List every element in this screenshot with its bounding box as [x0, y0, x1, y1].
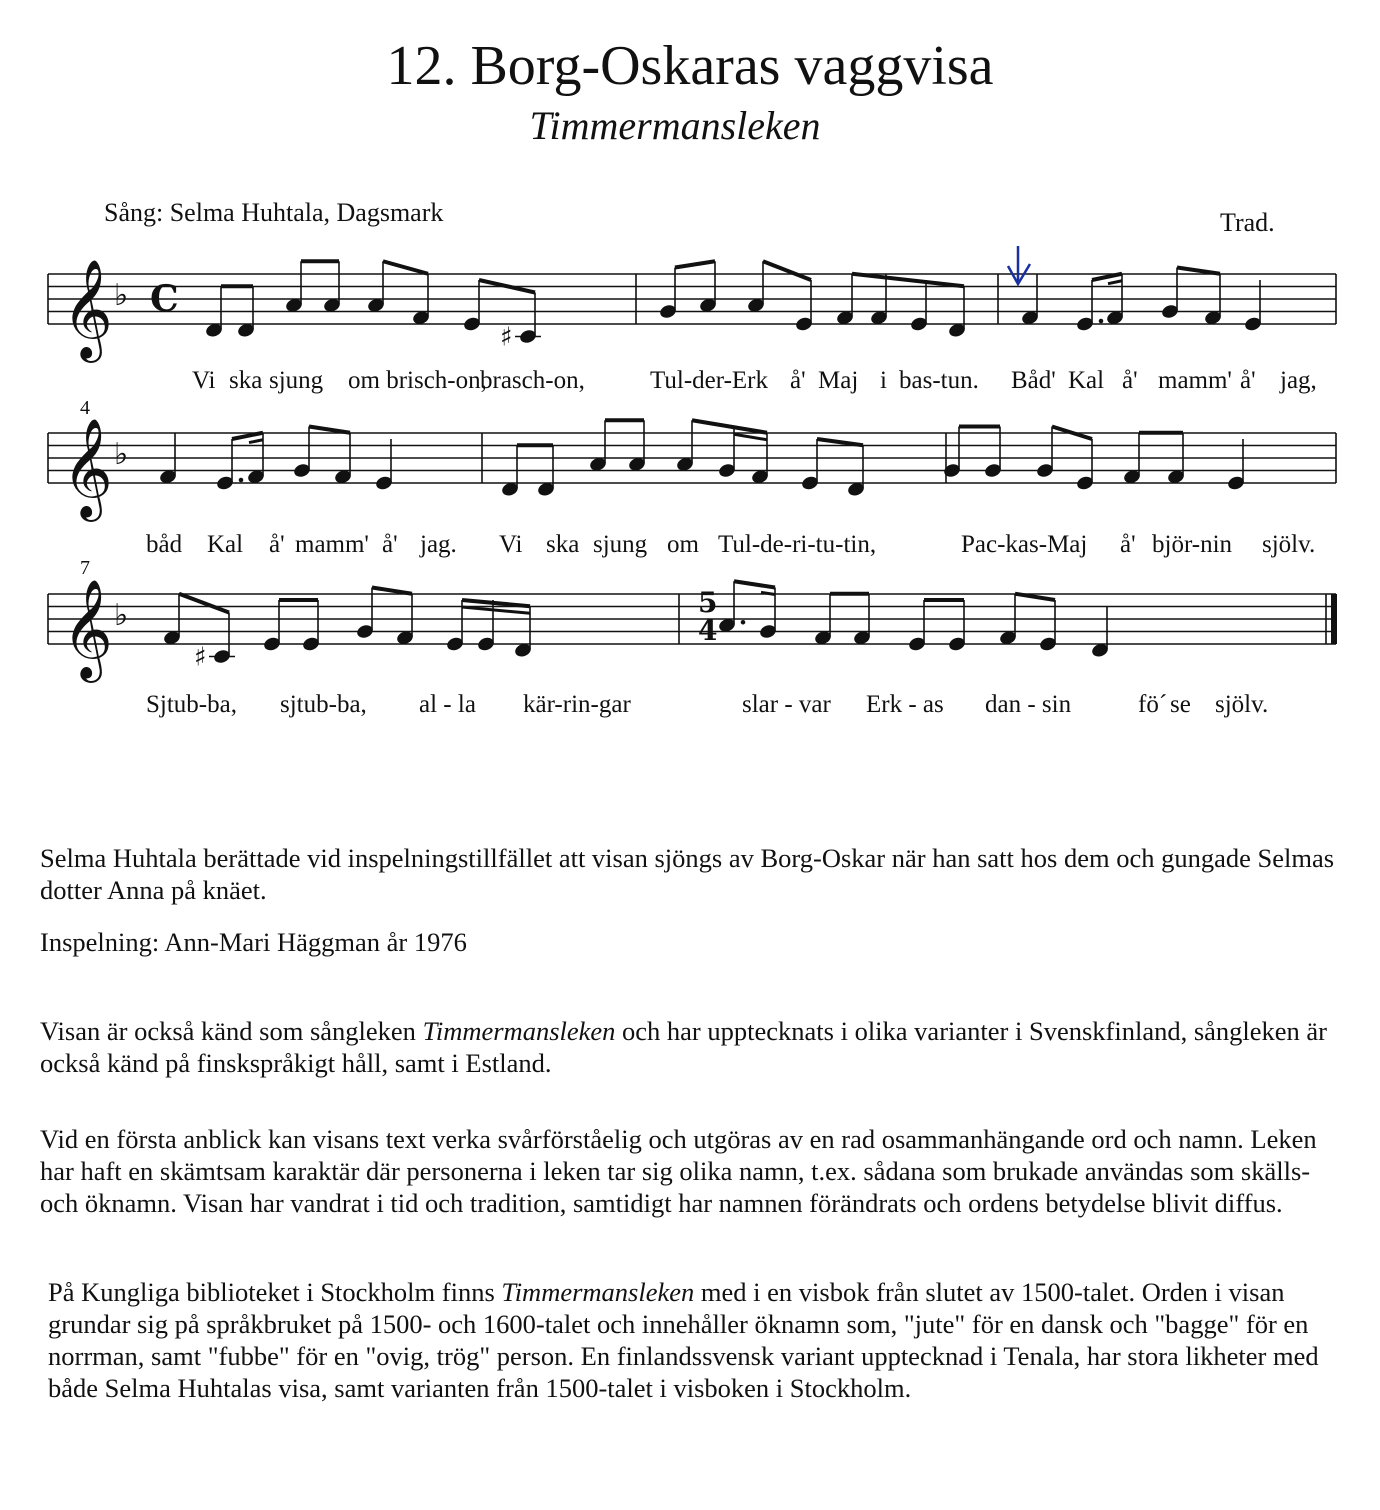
p3-emphasis: Timmermansleken	[422, 1016, 616, 1046]
lyrics	[146, 367, 1317, 718]
beam	[763, 261, 811, 280]
lyric-syllable: å'	[382, 531, 398, 558]
lyric-syllable: sjung	[269, 367, 324, 394]
lyric-syllable: sjölv.	[1262, 531, 1316, 558]
lyric-syllable: slar - var	[742, 691, 831, 718]
p3-text-a: Visan är också känd som sångleken	[40, 1016, 423, 1046]
lyric-syllable: Sjtub-ba,	[146, 691, 237, 718]
beam	[817, 439, 863, 445]
measure-number-4: 4	[80, 397, 90, 419]
sharp-icon: ♯	[194, 642, 207, 673]
lyric-syllable: björ-nin	[1152, 531, 1233, 558]
singer-credit: Sång: Selma Huhtala, Dagsmark	[104, 198, 444, 227]
paragraph-meaning: Vid en första anblick kan visans text verka svårförståelig och utgöras av en rad osammanhängande ord och namn. Leken har haft en skämtsam karaktär där personerna i leken tar sig olika namn, t.ex. sådana som brukade användas som skälls- och öknamn. Visan har vandrat i tid och tradition, samtidigt har namnen förändrats och ordens betydelse blivit diffus.	[40, 1124, 1317, 1218]
flat-key-signature-icon: ♭	[114, 437, 129, 472]
lyric-syllable: å'	[1240, 367, 1256, 394]
note-dot	[239, 478, 244, 483]
beam-secondary	[734, 434, 767, 440]
lyric-syllable: se	[1170, 691, 1191, 718]
lyric-syllable: sjtub-ba,	[280, 691, 367, 718]
beam	[1177, 268, 1220, 274]
paragraph-recording-credit: Inspelning: Ann-Mari Häggman år 1976	[40, 927, 467, 957]
p5-emphasis: Timmermansleken	[501, 1277, 695, 1307]
lyric-syllable: al - la	[419, 691, 476, 718]
lyric-syllable: om brisch-on,	[348, 367, 487, 394]
p5-text-a: På Kungliga biblioteket i Stockholm finns	[48, 1277, 502, 1307]
lyric-syllable: Maj	[818, 367, 859, 394]
lyric-syllable: Båd'	[1011, 367, 1056, 394]
beam	[462, 600, 530, 606]
lyric-syllable: jag,	[1280, 367, 1317, 394]
lyric-syllable: Vi	[192, 367, 216, 394]
lyric-syllable: ska	[546, 531, 580, 558]
lyric-syllable: kär-rin-gar	[523, 691, 631, 718]
treble-clef-icon: 𝄞	[62, 259, 113, 359]
lyric-syllable: Erk - as	[866, 691, 944, 718]
treble-clef-icon: 𝄞	[62, 418, 113, 518]
lyric-syllable: mamm'	[295, 531, 369, 558]
beam	[692, 420, 767, 433]
song-title: 12. Borg-Oskaras vaggvisa	[386, 35, 994, 97]
lyric-syllable: bas-tun.	[899, 367, 979, 394]
beam	[675, 261, 715, 267]
beam	[852, 274, 964, 287]
lyric-syllable: å'	[269, 531, 285, 558]
paragraph-variants	[40, 1015, 1340, 1079]
beam	[309, 427, 350, 433]
lyric-syllable: å'	[1120, 531, 1136, 558]
lyric-syllable: i	[880, 367, 887, 394]
measure-number-7: 7	[80, 557, 90, 579]
lyric-syllable: Kal	[207, 531, 244, 558]
lyric-syllable: sjölv.	[1215, 691, 1269, 718]
lyric-syllable: fö´	[1138, 691, 1168, 718]
sharp-icon: ♯	[500, 322, 513, 353]
beam-secondary	[462, 607, 530, 613]
lyric-syllable: sjung	[593, 531, 648, 558]
treble-clef-icon: 𝄞	[62, 579, 113, 679]
flat-key-signature-icon: ♭	[114, 598, 129, 633]
beam	[179, 594, 229, 613]
beam-secondary	[249, 440, 263, 443]
beam-secondary	[1108, 281, 1122, 284]
lyric-syllable: båd	[146, 531, 183, 558]
song-subtitle: Timmermansleken	[529, 103, 821, 148]
lyric-syllable: Tul-der-Erk	[650, 367, 769, 394]
staves	[48, 259, 1337, 683]
flat-key-signature-icon: ♭	[114, 278, 129, 313]
paragraph-recording-story: Selma Huhtala berättade vid inspelningstillfället att visan sjöngs av Borg-Oskar när han satt hos dem och gungade Selmas dotter Anna på knäet.	[40, 843, 1335, 905]
lyric-syllable: mamm'	[1158, 367, 1232, 394]
lyric-syllable: om	[667, 531, 699, 558]
lyric-syllable: ska	[229, 367, 263, 394]
beam	[383, 261, 428, 274]
p3-text-b: och har upptecknats i olika varianter i Svenskfinland, sångleken är också känd på finskspråkigt håll, samt i Estland.	[40, 1016, 1327, 1078]
paragraph-history	[48, 1276, 1348, 1404]
beam	[734, 581, 775, 587]
time-5-icon: 5	[698, 586, 718, 619]
lyric-syllable: å'	[790, 367, 806, 394]
lyric-syllable: brasch-on,	[480, 367, 585, 394]
final-barline-thick	[1331, 594, 1337, 644]
beam	[372, 588, 412, 594]
lyric-syllable: jag.	[420, 531, 457, 558]
lyric-syllable: Pac-kas-Maj	[961, 531, 1088, 558]
lyric-syllable: å'	[1122, 367, 1138, 394]
lyric-syllable: Tul-de-ri-tu-tin,	[718, 531, 877, 558]
time-4-icon: 4	[698, 614, 718, 647]
p5-text-b: med i en visbok från slutet av 1500-talet. Orden i visan grundar sig på språkbruket på 1500- och 1600-talet och innehåller öknamn som, "jute" för en dansk och "bagge" för en norrman, samt "fubbe" för en "ovig, trög" person. En finlandssvensk variant upptecknad i Tenala, har stora likheter med både Selma Huhtalas visa, samt varianten från 1500-talet i visboken i Stockholm.	[48, 1277, 1319, 1403]
beam-secondary	[761, 592, 775, 594]
lyric-syllable: Vi	[499, 531, 523, 558]
note-dot	[1099, 319, 1104, 324]
lyric-syllable: dan - sin	[985, 691, 1072, 718]
composer-credit: Trad.	[1220, 208, 1275, 237]
lyric-syllable: Kal	[1068, 367, 1105, 394]
common-time-icon: C	[150, 278, 179, 320]
note-dot	[741, 620, 746, 625]
